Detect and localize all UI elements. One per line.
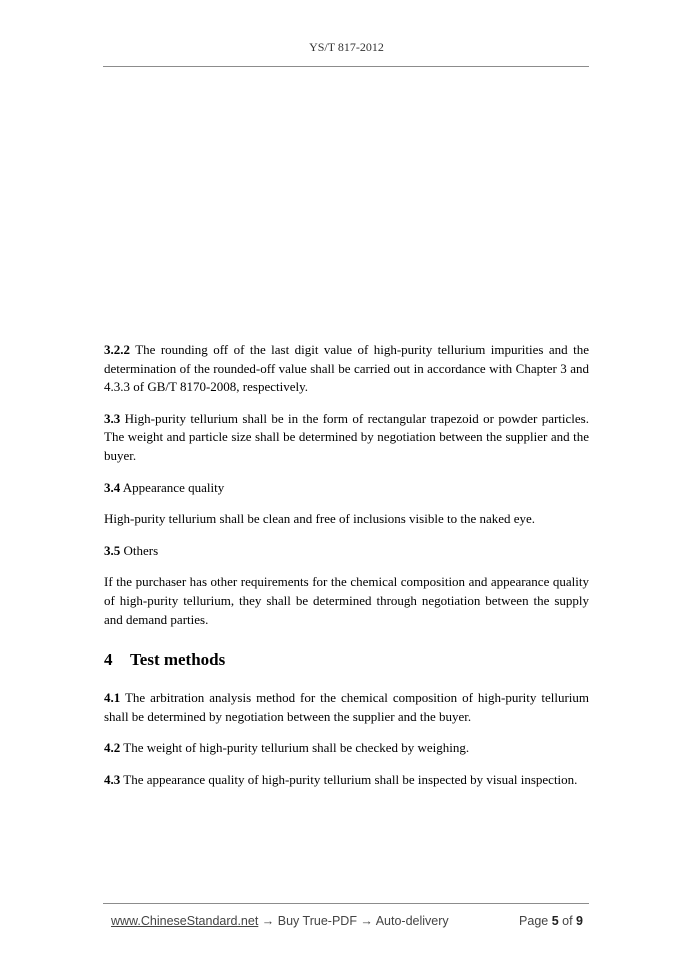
clause-number: 4.3 — [104, 771, 121, 787]
clause-text: Others — [120, 542, 159, 558]
clause-text: The appearance quality of high-purity tellurium shall be inspected by visual inspection. — [120, 771, 578, 787]
section-number: 4 — [104, 650, 113, 670]
clause-3-4-body: High-purity tellurium shall be clean and free of inclusions visible to the naked eye. — [104, 511, 536, 527]
clause-number: 3.5 — [104, 542, 121, 558]
site-link[interactable]: www.ChineseStandard.net — [111, 914, 259, 928]
buy-pdf-link[interactable]: Buy True-PDF — [277, 914, 357, 928]
auto-delivery-text: Auto-delivery — [375, 914, 449, 928]
page-footer — [111, 914, 583, 928]
clause-text: The arbitration analysis method for the chemical composition of high-purity tellurium shall be determined by negotiation between the supplier and the buyer. — [104, 690, 589, 724]
clause-text: High-purity tellurium shall be in the form of rectangular trapezoid or powder particles. The weight and particle size shall be determined by negotiation between the supplier and the buyer. — [104, 410, 589, 463]
of-label: of — [558, 914, 577, 928]
footer-divider — [103, 903, 589, 904]
clause-text: Appearance quality — [120, 479, 225, 495]
clause-3-5-heading — [104, 542, 589, 561]
clause-number: 3.3 — [104, 410, 121, 426]
header-standard-code: YS/T 817-2012 — [309, 40, 384, 54]
section-title: Test methods — [130, 650, 226, 670]
clause-number: 4.2 — [104, 740, 121, 756]
clause-3-3 — [104, 410, 589, 466]
page-current: 5 — [551, 914, 559, 928]
clause-number: 3.2.2 — [104, 342, 130, 357]
clause-text: The rounding off of the last digit value of high-purity tellurium impurities and the determination of the rounded-off value shall be carried out in accordance with Chapter 3 and 4.3.3 of GB/T 8170-2008, respectively. — [104, 342, 589, 395]
clause-4-3 — [104, 771, 589, 790]
arrow-right-icon: → — [258, 914, 278, 928]
page-indicator — [519, 914, 583, 928]
page-label: Page — [519, 914, 552, 928]
clause-3-5-body: If the purchaser has other requirements for the chemical composition and appearance quality of high-purity tellurium, they shall be determined through negotiation between the supply and demand parties. — [104, 574, 589, 627]
section-4-heading — [104, 649, 589, 671]
clause-number: 3.4 — [104, 479, 121, 495]
clause-text: The weight of high-purity tellurium shall be checked by weighing. — [120, 740, 470, 756]
page-total: 9 — [576, 914, 583, 928]
clause-3-4-heading — [104, 479, 589, 498]
arrow-right-icon: → — [356, 914, 376, 928]
header-divider — [103, 66, 589, 67]
clause-number: 4.1 — [104, 690, 121, 706]
document-body — [104, 341, 589, 803]
clause-3-2-2 — [104, 341, 589, 397]
clause-4-1 — [104, 689, 589, 726]
clause-4-2 — [104, 739, 589, 758]
